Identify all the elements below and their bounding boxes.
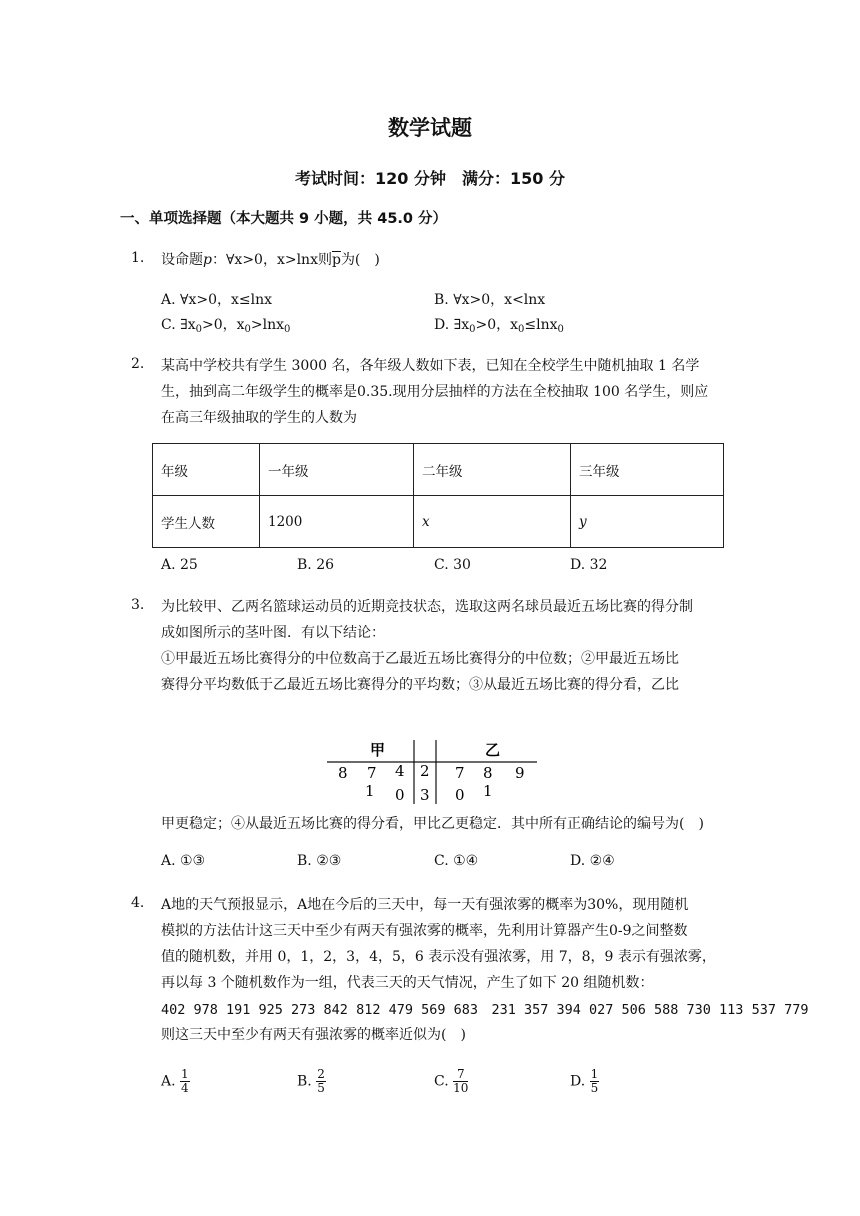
fraction-denominator: 5 xyxy=(317,1081,325,1095)
fraction xyxy=(180,1068,190,1095)
q3-option-d: D. ②④ xyxy=(570,853,615,869)
q3-option-b: B. ②③ xyxy=(297,853,342,869)
q4-option-b xyxy=(297,1068,326,1095)
stemleaf-right-label: 乙 xyxy=(485,741,501,759)
leaf-left: 8 xyxy=(338,764,348,782)
page-title: 数学试题 xyxy=(388,116,472,140)
q3-number: 3. xyxy=(131,597,145,613)
q1-option-d xyxy=(434,314,564,335)
fraction-numerator: 2 xyxy=(317,1067,325,1081)
fraction-numerator: 1 xyxy=(590,1067,599,1081)
q1-c-sub3: 0 xyxy=(284,324,291,335)
q1-d-mid2: ≤lnx xyxy=(524,317,558,333)
q1-d-sub1: 0 xyxy=(469,324,476,335)
table-row xyxy=(153,496,724,548)
exam-info: 考试时间：120 分钟 满分：150 分 xyxy=(295,169,565,188)
table-cell: 一年级 xyxy=(260,444,414,496)
q4-option-a xyxy=(161,1068,190,1095)
q4-number: 4. xyxy=(131,895,145,911)
table-cell: 学生人数 xyxy=(153,496,260,548)
leaf-left: 7 xyxy=(367,764,377,782)
q1-c-mid: >0，x xyxy=(201,317,245,333)
q1-option-a: A. ∀x>0，x≤lnx xyxy=(161,292,273,308)
fraction xyxy=(453,1068,468,1095)
q4-option-d xyxy=(570,1068,599,1095)
q3-line-3: ①甲最近五场比赛得分的中位数高于乙最近五场比赛得分的中位数；②甲最近五场比 xyxy=(161,651,679,667)
grade-table xyxy=(152,443,724,548)
leaf-left: 1 xyxy=(365,782,375,800)
table-cell: 三年级 xyxy=(571,444,724,496)
q1-stem-p: p xyxy=(203,252,212,268)
option-label: A. xyxy=(161,1073,176,1090)
q2-option-a: A. 25 xyxy=(161,557,198,573)
leaf-right: 9 xyxy=(515,764,525,782)
q1-c-sub2: 0 xyxy=(244,324,251,335)
leaf-right: 8 xyxy=(483,764,493,782)
stemleaf-left-label: 甲 xyxy=(370,741,386,759)
stem-value: 3 xyxy=(420,786,430,804)
fraction-numerator: 1 xyxy=(181,1067,189,1081)
q3-option-c: C. ①④ xyxy=(434,853,479,869)
fraction xyxy=(316,1068,326,1095)
q4-option-c xyxy=(434,1068,468,1095)
q1-stem-a: 设命题 xyxy=(161,252,203,268)
q1-d-pre: D. ∃x xyxy=(434,317,470,333)
q4-line-4: 再以每 3 个随机数作为一组，代表三天的天气情况，产生了如下 20 组随机数： xyxy=(161,975,654,991)
q1-stem-b: ：∀x>0，x>lnx则 xyxy=(211,252,332,268)
leaf-right: 1 xyxy=(483,782,493,800)
q1-c-sub1: 0 xyxy=(195,324,202,335)
q1-d-sub2: 0 xyxy=(518,324,525,335)
q1-number: 1. xyxy=(131,250,145,266)
leaf-right: 7 xyxy=(455,764,465,782)
q3-line-4: 赛得分平均数低于乙最近五场比赛得分的平均数；③从最近五场比赛的得分看，乙比 xyxy=(161,677,679,693)
q2-option-d: D. 32 xyxy=(570,557,608,573)
stem-value: 2 xyxy=(420,762,430,780)
fraction xyxy=(590,1068,600,1095)
q1-option-c xyxy=(161,314,290,335)
q3-line-2: 成如图所示的茎叶图．有以下结论： xyxy=(161,625,385,641)
fraction-numerator: 7 xyxy=(453,1068,468,1082)
table-cell: 年级 xyxy=(153,444,260,496)
leaf-right: 0 xyxy=(455,786,465,804)
table-cell: y xyxy=(571,496,724,548)
fraction-denominator: 4 xyxy=(181,1081,189,1095)
leaf-left: 0 xyxy=(395,786,405,804)
option-label: C. xyxy=(434,1073,449,1090)
section-heading: 一、单项选择题（本大题共 9 小题，共 45.0 分） xyxy=(120,211,448,227)
q1-stem-c: 为( ) xyxy=(340,252,380,268)
table-cell: 二年级 xyxy=(414,444,571,496)
q1-d-sub3: 0 xyxy=(557,324,564,335)
q2-line-3: 在高三年级抽取的学生的人数为 xyxy=(161,410,357,426)
q3-line-5: 甲更稳定；④从最近五场比赛的得分看，甲比乙更稳定．其中所有正确结论的编号为( ) xyxy=(161,816,704,832)
q4-random-numbers: 402 978 191 925 273 842 812 479 569 683 231 357 394 027 506 588 730 113 537 779 xyxy=(161,1002,809,1018)
q1-stem-not: $\overline{p}$ xyxy=(331,252,341,268)
stem-leaf-plot xyxy=(325,738,540,808)
q2-number: 2. xyxy=(131,356,145,372)
option-label: B. xyxy=(297,1073,312,1090)
q1-d-mid: >0，x xyxy=(475,317,519,333)
table-row xyxy=(153,444,724,496)
q2-option-b: B. 26 xyxy=(297,557,335,573)
q3-line-1: 为比较甲、乙两名篮球运动员的近期竞技状态，选取这两名球员最近五场比赛的得分制 xyxy=(161,599,693,615)
q3-option-a: A. ①③ xyxy=(161,853,206,869)
q2-line-1: 某高中学校共有学生 3000 名，各年级人数如下表，已知在全校学生中随机抽取 1 名学 xyxy=(161,358,700,374)
q2-option-c: C. 30 xyxy=(434,557,471,573)
q2-line-2: 生，抽到高二年级学生的概率是0.35.现用分层抽样的方法在全校抽取 100 名学生，则应 xyxy=(161,384,709,400)
option-label: D. xyxy=(570,1073,586,1090)
table-cell: x xyxy=(414,496,571,548)
q1-option-b: B. ∀x>0，x<lnx xyxy=(434,292,546,308)
fraction-denominator: 5 xyxy=(590,1081,599,1095)
q1-c-mid2: >lnx xyxy=(250,317,285,333)
q4-line-2: 模拟的方法估计这三天中至少有两天有强浓雾的概率，先利用计算器产生0-9之间整数 xyxy=(161,923,688,939)
q1-c-pre: C. ∃x xyxy=(161,317,196,333)
leaf-left: 4 xyxy=(395,762,405,780)
fraction-denominator: 10 xyxy=(453,1081,469,1095)
table-cell: 1200 xyxy=(260,496,414,548)
q4-line-6: 则这三天中至少有两天有强浓雾的概率近似为( ) xyxy=(161,1027,466,1043)
q1-stem xyxy=(161,249,380,269)
q4-line-1: A地的天气预报显示，A地在今后的三天中，每一天有强浓雾的概率为30%，现用随机 xyxy=(161,897,689,913)
q4-line-3: 值的随机数，并用 0，1，2，3，4，5，6 表示没有强浓雾，用 7，8，9 表示有强浓雾， xyxy=(161,949,716,965)
